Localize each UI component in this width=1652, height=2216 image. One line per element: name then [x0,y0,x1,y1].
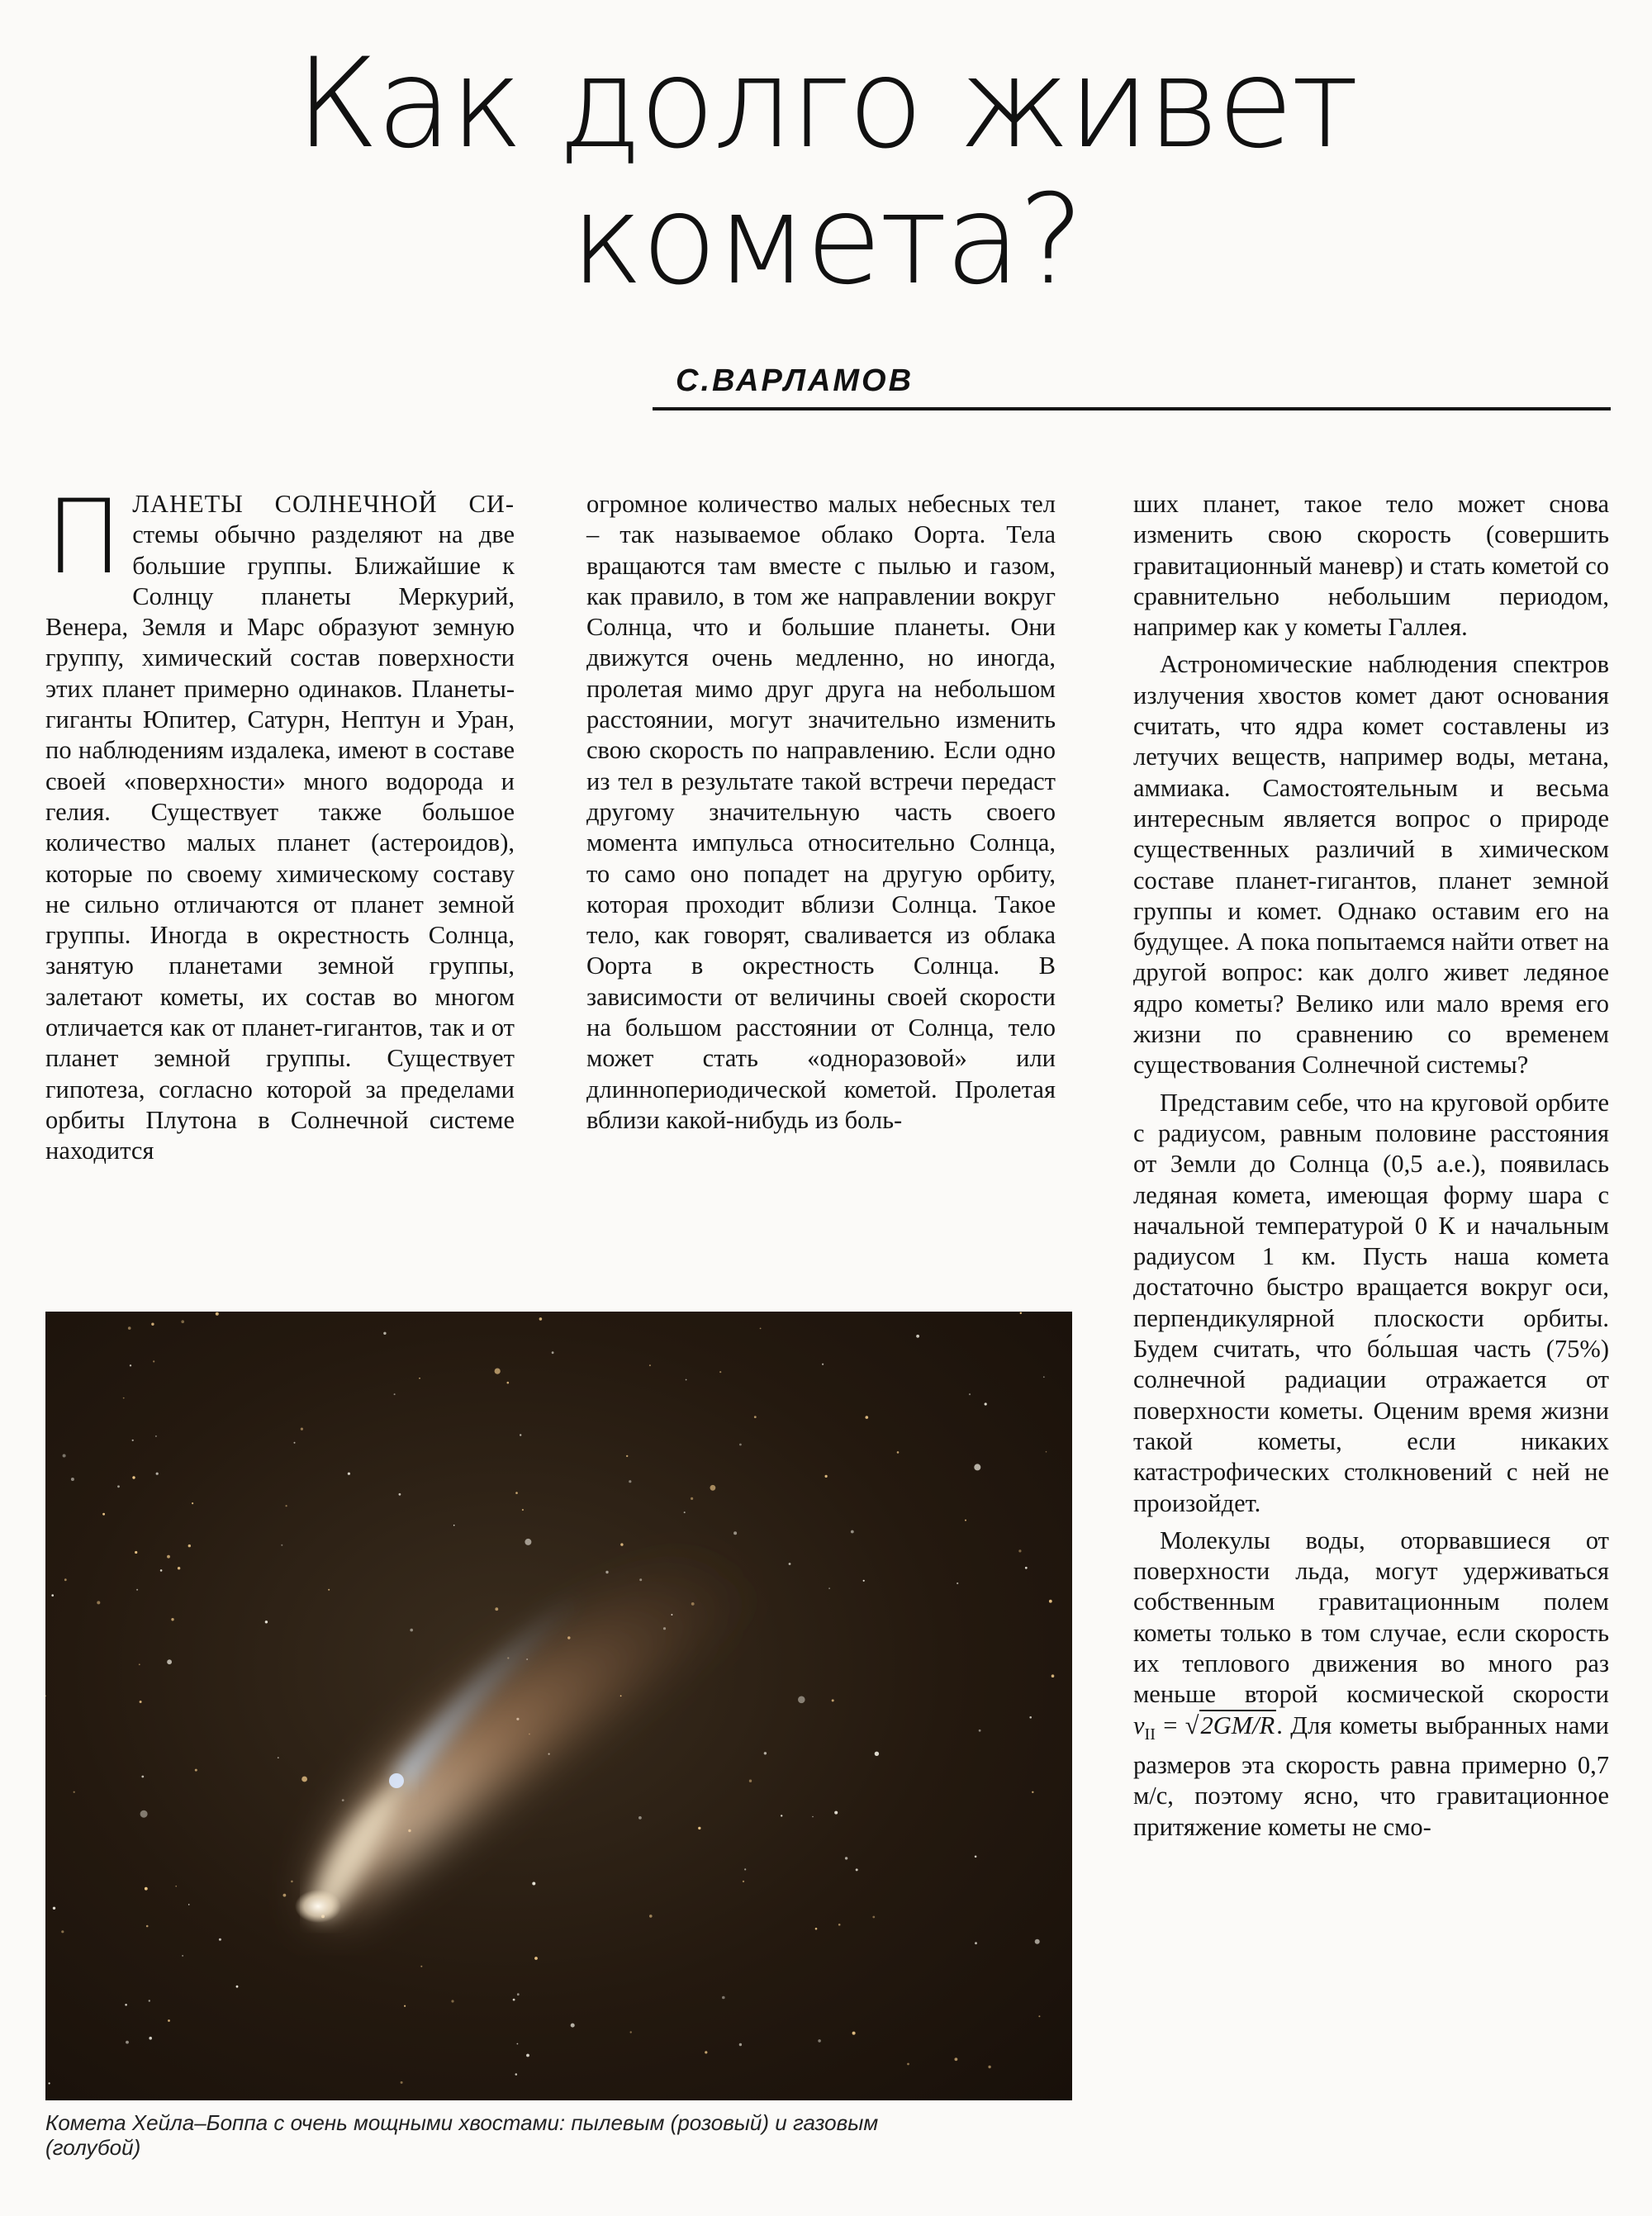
star [278,1757,279,1758]
star [265,1620,268,1623]
star [51,1594,54,1597]
star [383,1332,386,1335]
star [171,1618,173,1620]
star [140,1810,148,1818]
star [571,2024,575,2028]
paragraph-text: Для кометы выбранных нами размеров эта скорость равна примерно 0,7 м/с, поэтому ясно, что гравитационное притяжение кометы не смо- [1133,1711,1609,1841]
star [818,2039,821,2043]
ion-glow [389,1773,404,1788]
star [552,1351,554,1354]
star [1032,1791,1033,1793]
star [629,1480,631,1483]
star [188,1545,191,1547]
star [419,1378,420,1379]
star [141,1776,144,1778]
star [832,1699,834,1701]
star [140,1701,142,1703]
star [698,1827,700,1829]
star [153,1360,154,1362]
star [515,2073,518,2076]
star [975,1856,977,1858]
star [74,1791,75,1793]
star [160,1569,163,1572]
star [974,1464,980,1470]
paragraph: Астрономические наблюдения спектров излучения хвостов комет дают основания считать, что ядра комет составлены из летучих веществ, например воды, метана, аммиака. Самостоятельным и весьма интересным является вопрос о природе существенных различий в химическом составе планет-гигантов, планет земной группы и комет. Однако оставим его на будущее. А пока попытаемся найти ответ на другой вопрос: как долго живет ледяное ядро кометы? Велико или мало время его жизни по сравнению со временем существования Солнечной системы? [1133,650,1609,1080]
star [838,1924,841,1926]
star [401,2081,403,2084]
star [649,1364,651,1366]
text-column-2 [586,489,1056,1136]
star [128,1326,131,1330]
star [135,1551,137,1554]
star [822,1364,824,1365]
star [916,1335,919,1338]
star [686,1379,687,1381]
star [145,1887,148,1891]
star [548,1753,550,1755]
star [764,1752,767,1754]
star [866,1416,869,1419]
paragraph [1133,1526,1609,1843]
photo-caption [45,2110,1037,2160]
star [722,1996,725,2000]
paragraph: огромное количество малых небесных тел – так называемое облако Оорта. Тела вращаются там вместе с пылью и газом, как правило, в том же направлении вокруг Солнца, что и большие планеты. Они движутся очень медленно, но иногда, пролетая мимо друг друга на небольшом расстоянии, могут значительно изменить свою скорость по направлению. Если одно из тел в результате такой встречи передаст другому значительную часть своего момента импульса относительно Солнца, то само оно попадет на другую орбиту, которая проходит вблизи Солнца. Такое тело, как говорят, сваливается из облака Оорта в окрестность Солнца. В зависимости от величины своей скорости на большом расстоянии от Солнца, тело может стать «одноразовой» или длиннопериодической кометой. Пролетая вблизи какой-нибудь из боль- [586,490,1056,1134]
star [691,1497,693,1500]
star [495,1607,498,1611]
star [219,1938,221,1941]
lead-in: ЛАНЕТЫ СОЛНЕЧНОЙ СИ- [132,490,515,518]
star [845,1857,847,1859]
star [53,1907,55,1910]
star [605,1571,608,1573]
star [626,1455,628,1457]
star [1051,1674,1055,1677]
author-name: С.ВАРЛАМОВ [676,363,914,398]
star [410,1629,413,1632]
star [404,2005,406,2007]
star [149,2037,152,2040]
escape-velocity-formula: $v_{II} = √2GM/R$. [1133,1711,1283,1744]
star [705,2051,707,2053]
star [181,1320,184,1323]
star [834,1811,838,1815]
text-column-1 [45,478,515,1167]
star [216,1312,219,1316]
star [515,1492,518,1494]
star [167,1659,172,1664]
star [539,1317,543,1321]
star [649,1915,653,1918]
star [507,1382,510,1384]
star [520,1434,521,1435]
star [49,2082,50,2084]
star [126,2041,129,2044]
star [907,2063,909,2066]
star [754,1416,757,1418]
star [123,1397,125,1399]
star [192,1502,193,1504]
paragraph-text: Молекулы воды, оторвавшиеся от поверхности льда, могут удерживаться собственным гравитационным полем кометы только в том случае, если скорость их теплового движения во много раз меньше второй космической скорости [1133,1526,1609,1709]
paragraph: ших планет, такое тело может снова изменить свою скорость (совершить гравитационный маневр) и стать кометой со сравнительно небольшим периодом, например как у кометы Галлея. [1133,490,1609,642]
star [856,1868,858,1871]
star [132,1476,135,1478]
star [294,1442,296,1444]
star [151,1323,154,1326]
star [1020,1312,1022,1314]
star [394,1393,396,1395]
star [453,1525,455,1526]
star [146,1925,149,1928]
paragraph: Представим себе, что на круговой орбите с радиусом, равным половине расстояния от Земли до Солнца (0,5 а.е.), появилась ледяная комета, имеющая форму шара с начальной температурой 0 К и начальным радиусом 1 км. Пусть наша комета достаточно быстро вращается вокруг оси, перпендикулярной плоскости орбиты. Будем считать, что бо́льшая часть (75%) солнечной радиации отражается от поверхности кометы. Оценим время жизни такой кометы, если никаких катастрофических столкновений с ней не произойдет. [1133,1088,1609,1517]
comet-head [295,1890,341,1923]
article-title-line-2: комета? [570,168,1082,312]
star [522,1509,524,1511]
text-column-3 [1133,489,1609,1843]
star [985,1402,987,1405]
star [125,2004,127,2006]
star [283,1894,287,1897]
star [1025,1567,1028,1569]
star [815,1928,818,1930]
star [178,1567,180,1569]
star [532,1882,535,1886]
star [638,1816,642,1820]
star [155,1435,157,1437]
star [525,1539,531,1545]
star [117,1485,120,1488]
star [328,1589,330,1591]
comet-illustration [45,1312,1072,2100]
star [1049,1600,1052,1603]
star [897,1451,900,1454]
star [102,1513,105,1516]
star [513,1999,515,2001]
paragraph [45,478,515,1167]
star [957,1583,958,1584]
star [291,1881,293,1883]
star [872,1916,875,1919]
star [975,1942,977,1944]
star [1043,1376,1045,1378]
caption-line-1: Комета Хейла–Боппа с очень мощными хвостами: пылевым (розовый) и газовым [45,2110,879,2135]
star [301,1777,307,1782]
star [517,1993,520,1995]
star [97,1601,100,1604]
star [863,1580,865,1582]
star [495,1369,501,1374]
star [526,2054,529,2057]
drop-cap: П [45,478,123,597]
star [719,1371,721,1373]
star [167,1555,170,1559]
star [301,1428,303,1431]
star [1035,1939,1040,1944]
star [61,1930,64,1933]
star [534,1957,538,1960]
star [399,1493,401,1496]
star [988,2066,990,2068]
star [875,1752,879,1756]
star [139,1663,140,1665]
paragraph-text: стемы обычно разделяют на две большие группы. Ближайшие к Солнцу планеты Меркурий, Венера, Земля и Марс образуют земную группу, химический состав поверхности этих планет примерно одинаков. Планеты-гиганты Юпитер, Сатурн, Нептун и Уран, по наблюдениям издалека, имеют в составе своей «поверхности» много водорода и гелия. Существует также большое количество малых планет (астероидов), которые по своему химическому составу не сильно отличаются от планет земной группы. Иногда в окрестность Солнца, занятую планетами земной группы, залетают кометы, их состав во многом отличается как от планет-гигантов, так и от планет земной группы. Существует гипотеза, согласно которой за пределами орбиты Плутона в Солнечной системе находится [45,520,515,1165]
star [1029,1716,1032,1719]
dust-tail [318,1508,871,1915]
star [710,1485,716,1491]
star [1046,1451,1047,1453]
star [969,1393,971,1395]
comet-photo [45,1312,1072,2100]
star [168,2019,170,2022]
star [812,1816,814,1818]
star [965,1520,966,1521]
star [620,1543,623,1545]
star [63,1454,66,1458]
star [286,1505,287,1507]
star [739,1444,742,1446]
star [149,2000,150,2001]
star [852,2032,856,2035]
star [1018,1549,1021,1552]
star [132,1440,134,1441]
star [236,1986,239,1988]
star [749,1780,752,1782]
star [517,2043,519,2045]
star [630,2031,632,2033]
star [828,1587,830,1589]
star [182,1955,183,1957]
star [195,1769,197,1772]
star [744,1868,746,1870]
caption-line-2: (голубой) [45,2135,141,2160]
star [781,1815,782,1816]
star [825,1475,828,1478]
star [743,1881,744,1882]
star [188,1904,190,1905]
article-title [0,32,1652,312]
star [156,1473,159,1475]
star [64,1578,67,1581]
star [281,1545,282,1546]
author-divider [653,407,1611,410]
star [798,1696,805,1704]
star [348,1473,350,1475]
star [739,2043,742,2046]
star [1038,2015,1040,2017]
star [136,1589,138,1591]
star [684,1511,686,1513]
star [45,1696,46,1697]
star [175,1886,177,1887]
star [71,1478,74,1481]
star [979,1730,981,1732]
star [851,1530,854,1534]
star [451,2000,453,2002]
star [342,1799,344,1801]
star [420,1966,422,1967]
star [955,2057,958,2061]
article-title-line-1: Как долго живет [295,32,1357,176]
star [760,1328,762,1330]
star [130,1364,131,1366]
